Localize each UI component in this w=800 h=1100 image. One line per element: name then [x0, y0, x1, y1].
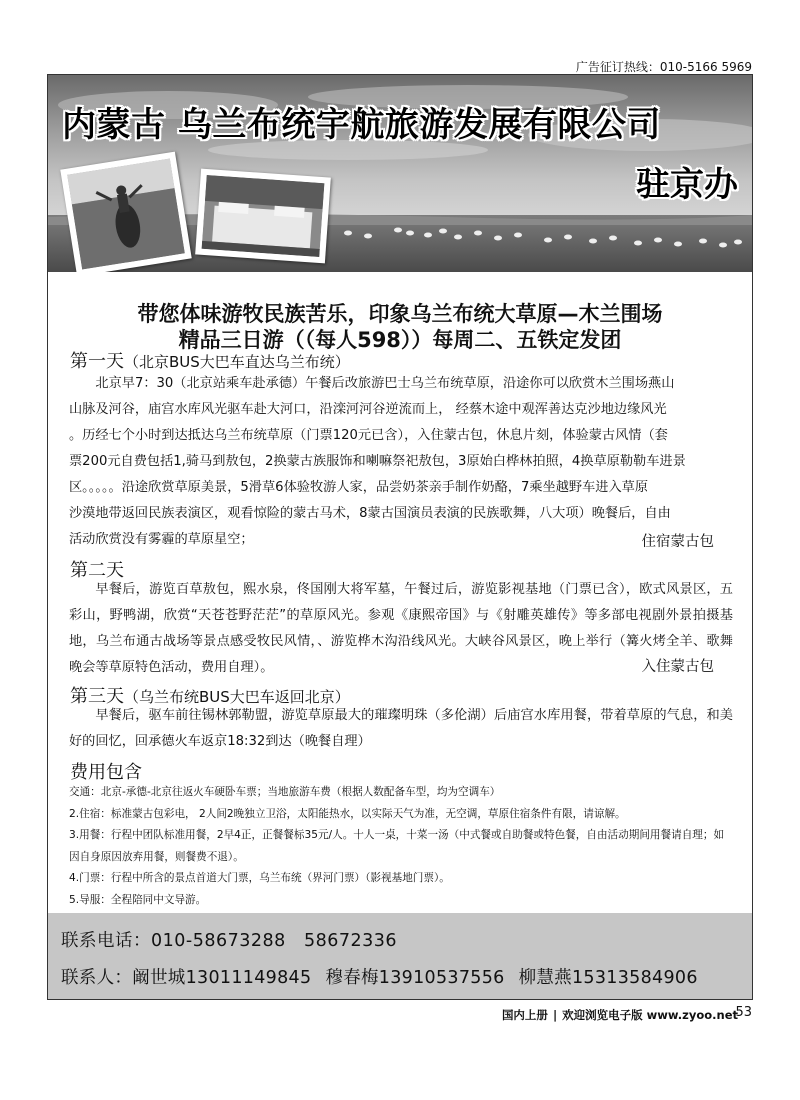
page-number: 53 — [735, 1005, 752, 1020]
fees-title: 费用包含 — [70, 762, 142, 783]
footer-section: 国内上册 — [501, 1008, 548, 1022]
day2-stay: 入住蒙古包 — [641, 659, 714, 675]
headline-line1: 带您体味游牧民族苦乐，印象乌兰布统大草原—木兰围场 — [137, 302, 663, 326]
day1-line: 票200元自费包括1,骑马到敖包，2换蒙古族服饰和喇嘛祭祀敖包，3原始白桦林拍照，4换草原勒勒车进景 — [69, 454, 686, 469]
fees-list — [69, 782, 733, 911]
day1-line: 北京早7：30（北京站乘车赴承德）午餐后改旅游巴士乌兰布统草原，沿途你可以欣赏木兰围场燕山 — [95, 376, 675, 391]
day1-line: 活动欣赏没有雾霾的草原星空； — [69, 532, 254, 547]
footer-separator: | — [552, 1008, 558, 1022]
fee-item: 5.导服：全程陪同中文导游。 — [69, 893, 207, 906]
day1-heading — [70, 347, 350, 373]
fee-item: 交通：北京-承德-北京往返火车硬卧车票；当地旅游车费（根据人数配备车型，均为空调车） — [69, 786, 501, 798]
headline-line2: 精品三日游（（每人598））每周二、五铁定发团 — [178, 328, 622, 352]
office-name: 驻京办 — [636, 165, 738, 205]
day1-subtitle: （北京BUS大巴车直达乌兰布统） — [124, 353, 350, 371]
day1-line: 山脉及河谷，庙宫水库风光驱车赴大河口，沿滦河河谷逆流而上， 经蔡木途中观浑善达克沙地边缘风光 — [69, 402, 667, 417]
horse-rider-photo — [60, 152, 191, 272]
banner — [48, 75, 752, 272]
day1-line: 沙漠地带返回民族表演区，观看惊险的蒙古马术，8蒙古国演员表演的民族歌舞，八大项）晚餐后，自由 — [69, 506, 671, 521]
advertisement-frame — [47, 74, 753, 1000]
day1-line: 。历经七个小时到达抵达乌兰布统草原（门票120元已含），入住蒙古包，休息片刻，体验蒙古风情（套 — [69, 428, 668, 443]
contact-person: 穆春梅13910537556 — [325, 968, 505, 988]
day2-title: 第二天 — [70, 560, 124, 581]
day3-subtitle: （乌兰布统BUS大巴车返回北京） — [124, 688, 350, 706]
contact-person: 柳慧燕15313584906 — [518, 968, 698, 988]
day1-line: 区。。。。。沿途欣赏草原美景，5滑草6体验牧游人家，品尝奶茶亲手制作奶酪，7乘坐越野车进入草原 — [69, 480, 649, 495]
contact-band — [48, 913, 752, 999]
ad-hotline: 广告征订热线：010-5166 5969 — [575, 60, 752, 74]
phone-label: 联系电话： — [61, 931, 151, 951]
person-label: 联系人： — [61, 968, 133, 988]
day3-itinerary: 早餐后，驱车前往锡林郭勒盟，游览草原最大的璀璨明珠（多伦湖）后庙宫水库用餐，带着草原的气息，和美好的回忆，回承德火车返京18:32到达（晚餐自理） — [69, 708, 733, 749]
day3-title: 第三天 — [70, 686, 124, 707]
yurt-interior-photo — [195, 169, 331, 264]
contact-persons — [61, 964, 712, 989]
company-name: 内蒙古 乌兰布统宇航旅游发展有限公司 — [62, 105, 661, 145]
fee-item: 3.用餐：行程中团队标准用餐，2早4正，正餐餐标35元/人。十人一桌，十菜一汤（中式餐或自助餐或特色餐，自由活动期间用餐请自理；如因自身原因放弃用餐，则餐费不退）。 — [69, 829, 725, 863]
day2-itinerary: 早餐后，游览百草敖包，熙水泉，佟国刚大将军墓，午餐过后，游览影视基地（门票已含），欧式风景区，五彩山，野鸭湖，欣赏“天苍苍野茫茫”的草原风光。参观《康熙帝国》与《射雕英雄传》等多部电视剧外景拍摄基地，乌兰布通古战场等景点感受牧民风情，、游览桦木沟沿线风光。大峡谷风景区，晚上举行（篝火烤全羊、歌舞晚会等草原特色活动，费用自理）。 — [69, 582, 733, 675]
day1-itinerary — [69, 371, 733, 553]
day1-title: 第一天 — [70, 351, 124, 372]
contact-phones — [61, 927, 397, 952]
phone-numbers: 010-58673288 58672336 — [151, 931, 398, 951]
footer-website: 欢迎浏览电子版 www.zyoo.net — [562, 1008, 738, 1022]
fee-item: 2.住宿：标准蒙古包彩电， 2人间2晚独立卫浴，太阳能热水，以实际天气为准，无空调，草原住宿条件有限，请谅解。 — [69, 807, 626, 820]
contact-person: 阚世城13011149845 — [132, 968, 312, 988]
day1-stay: 住宿蒙古包 — [641, 534, 714, 550]
fee-item: 4.门票：行程中所含的景点首道大门票，乌兰布统（界河门票）（影视基地门票）。 — [69, 872, 450, 884]
footer — [502, 1007, 738, 1023]
